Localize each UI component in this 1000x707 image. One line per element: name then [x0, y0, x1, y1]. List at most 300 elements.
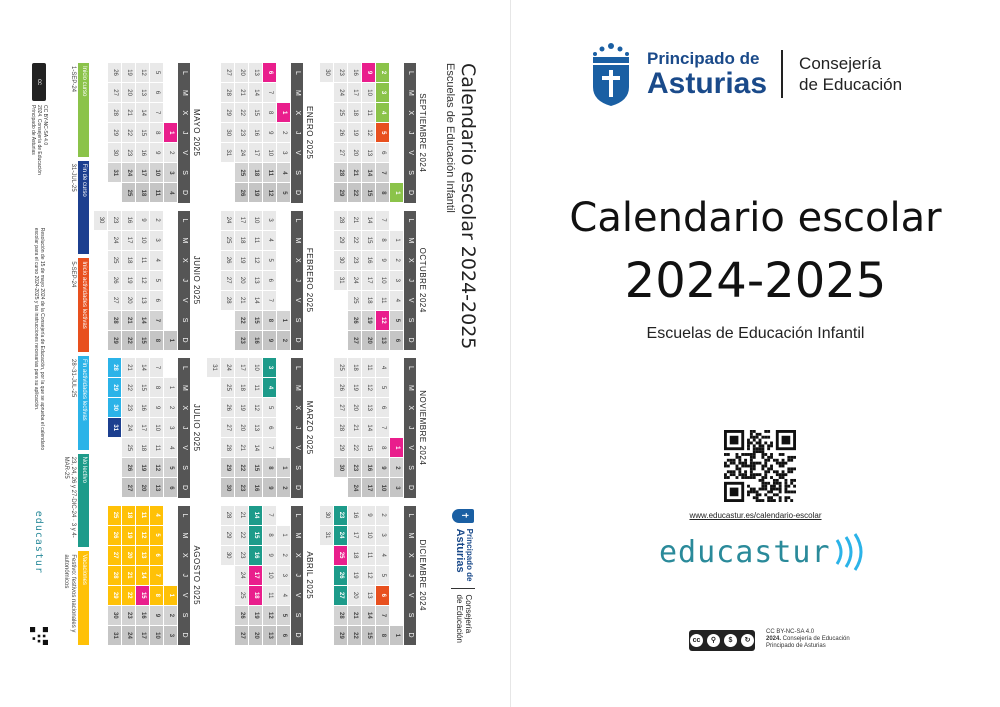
weekday-label: V	[294, 150, 301, 155]
weekday-label: L	[181, 366, 188, 370]
license-year: 2024.	[766, 636, 782, 642]
empty-day	[277, 271, 290, 290]
day-cell: 12	[136, 63, 149, 82]
mini-logo	[451, 509, 475, 643]
day-cell: 10	[263, 566, 276, 585]
weekday-header	[291, 358, 303, 498]
day-cell: 20	[348, 586, 361, 605]
day-cell: 15	[136, 586, 149, 605]
day-cell: 23	[235, 478, 248, 497]
footer-license	[30, 63, 48, 175]
day-cell: 25	[221, 378, 234, 397]
day-cell: 6	[263, 418, 276, 437]
day-cell: 14	[249, 506, 262, 525]
day-cell: 3	[376, 526, 389, 545]
weekday-label: V	[407, 150, 414, 155]
empty-day	[164, 546, 177, 565]
day-cell: 19	[122, 63, 135, 82]
day-cell: 19	[348, 378, 361, 397]
day-cell: 22	[235, 458, 248, 477]
weekday-header	[404, 211, 416, 351]
day-cell: 1	[277, 458, 290, 477]
day-cell: 26	[235, 183, 248, 202]
weekday-label: M	[294, 89, 301, 96]
weekday-label: J	[181, 425, 188, 430]
day-cell: 16	[136, 398, 149, 417]
day-cell: 5	[376, 123, 389, 142]
day-cell: 14	[362, 163, 375, 182]
legend-item	[60, 356, 89, 450]
day-cell: 4	[150, 506, 163, 525]
day-cell: 5	[150, 526, 163, 545]
day-cell: 13	[249, 271, 262, 290]
weekday-label: X	[407, 257, 414, 263]
day-cell: 18	[122, 506, 135, 525]
weekday-label: L	[181, 218, 188, 223]
day-cell: 15	[362, 231, 375, 250]
month-name: DICIEMBRE 2024	[418, 539, 427, 611]
day-cell: 23	[348, 251, 361, 270]
legend-label: Fin actividades lectivas	[78, 356, 89, 450]
legend-item	[60, 454, 89, 548]
weekday-label: J	[181, 573, 188, 577]
day-cell: 27	[348, 331, 361, 350]
day-cell: 15	[362, 183, 375, 202]
sa-icon: ↻	[741, 634, 754, 647]
day-cell: 16	[362, 251, 375, 270]
day-cell: 20	[235, 418, 248, 437]
day-cell: 19	[235, 251, 248, 270]
day-cell: 1	[277, 311, 290, 330]
day-cell: 13	[249, 418, 262, 437]
day-cell: 30	[108, 606, 121, 625]
weekday-label: V	[181, 445, 188, 450]
day-cell: 20	[235, 63, 248, 82]
day-cell: 16	[362, 458, 375, 477]
day-cell: 9	[362, 506, 375, 525]
day-cell: 3	[390, 478, 403, 497]
day-cell: 15	[362, 626, 375, 645]
day-cell: 15	[136, 331, 149, 350]
weekday-label: D	[294, 632, 301, 638]
day-cell: 29	[334, 183, 347, 202]
empty-day	[390, 586, 403, 605]
day-cell: 8	[376, 183, 389, 202]
day-cell: 22	[122, 378, 135, 397]
empty-day	[277, 83, 290, 102]
day-cell: 11	[249, 378, 262, 397]
mini-dept-line1: Consejería	[463, 594, 473, 634]
weekday-header	[291, 211, 303, 351]
day-cell: 6	[150, 546, 163, 565]
day-cell: 12	[249, 398, 262, 417]
weekday-label: M	[181, 384, 188, 391]
days-grid	[221, 211, 290, 351]
day-cell: 19	[249, 183, 262, 202]
weekday-label: V	[407, 592, 414, 598]
weekday-label: M	[294, 384, 301, 391]
asturias-crest-icon	[589, 41, 633, 107]
day-cell: 26	[108, 271, 121, 290]
day-cell: 4	[164, 438, 177, 457]
day-cell: 26	[221, 398, 234, 417]
weekday-label: S	[294, 612, 301, 618]
weekday-label: J	[181, 278, 188, 282]
weekday-label: J	[294, 573, 301, 577]
day-cell: 3	[390, 271, 403, 290]
mini-org-line1: Principado de	[464, 528, 474, 582]
day-cell: 15	[136, 123, 149, 142]
day-cell: 14	[136, 358, 149, 377]
day-cell: 3	[164, 418, 177, 437]
legend-value: 23, 24, 26 y 27-DIC-24 · 3 y 4-MAR-25	[63, 456, 76, 538]
day-cell: 13	[136, 83, 149, 102]
day-cell: 12	[376, 311, 389, 330]
mini-org-name	[453, 529, 473, 582]
month-12	[94, 506, 201, 646]
day-cell: 27	[108, 546, 121, 565]
weekday-label: D	[181, 632, 188, 638]
day-cell: 25	[122, 438, 135, 457]
day-cell: 24	[122, 626, 135, 645]
day-cell: 8	[150, 331, 163, 350]
cc-icon: cc	[690, 634, 703, 647]
day-cell: 13	[362, 398, 375, 417]
weekday-label: M	[407, 89, 414, 96]
day-cell: 1	[390, 231, 403, 250]
day-cell: 23	[122, 143, 135, 162]
day-cell: 4	[376, 546, 389, 565]
day-cell: 6	[376, 398, 389, 417]
month-name: ABRIL 2025	[305, 551, 314, 600]
day-cell: 17	[136, 626, 149, 645]
day-cell: 31	[108, 626, 121, 645]
day-cell: 9	[263, 546, 276, 565]
months-grid	[95, 63, 427, 645]
day-cell: 18	[136, 438, 149, 457]
day-cell: 3	[164, 163, 177, 182]
day-cell: 11	[362, 546, 375, 565]
brand-header	[589, 38, 902, 110]
cc-license-badge	[689, 630, 755, 651]
educastur-logo: educastur	[659, 535, 831, 570]
day-cell: 31	[108, 163, 121, 182]
day-cell: 11	[150, 183, 163, 202]
weekday-label: L	[407, 366, 414, 370]
empty-day	[164, 211, 177, 230]
cover-subtitle: Escuelas de Educación Infantil	[646, 325, 865, 342]
org-line1: Principado de	[647, 48, 760, 68]
month-name: MARZO 2025	[305, 400, 314, 455]
day-cell: 11	[136, 506, 149, 525]
day-cell: 28	[334, 163, 347, 182]
day-cell: 27	[221, 271, 234, 290]
day-cell: 22	[235, 526, 248, 545]
day-cell: 23	[235, 331, 248, 350]
day-cell: 18	[348, 358, 361, 377]
weekday-label: D	[407, 632, 414, 638]
day-cell: 18	[348, 546, 361, 565]
weekday-label: M	[294, 237, 301, 244]
empty-day	[164, 566, 177, 585]
day-cell: 21	[235, 506, 248, 525]
day-cell: 5	[277, 606, 290, 625]
day-cell: 10	[376, 271, 389, 290]
weekday-header	[404, 358, 416, 498]
day-cell: 7	[150, 566, 163, 585]
empty-day	[390, 83, 403, 102]
weekday-header	[178, 506, 190, 646]
day-cell: 5	[277, 183, 290, 202]
day-cell: 8	[263, 458, 276, 477]
day-cell: 6	[263, 271, 276, 290]
day-cell: 2	[164, 398, 177, 417]
day-cell: 17	[362, 271, 375, 290]
day-cell: 14	[362, 211, 375, 230]
day-cell: 18	[122, 251, 135, 270]
day-cell: 11	[136, 251, 149, 270]
day-cell: 9	[150, 398, 163, 417]
day-cell: 10	[150, 163, 163, 182]
day-cell: 26	[348, 311, 361, 330]
empty-day	[164, 63, 177, 82]
day-cell: 24	[122, 418, 135, 437]
day-cell: 25	[235, 586, 248, 605]
day-cell: 6	[277, 626, 290, 645]
day-cell: 3	[376, 83, 389, 102]
day-cell: 25	[334, 546, 347, 565]
day-cell: 1	[164, 586, 177, 605]
day-cell: 28	[221, 438, 234, 457]
day-cell: 9	[362, 63, 375, 82]
day-cell: 25	[122, 183, 135, 202]
day-cell: 15	[249, 311, 262, 330]
org-name	[647, 50, 767, 99]
weekday-label: S	[181, 465, 188, 470]
day-cell: 9	[150, 143, 163, 162]
legend-value: Festivo: festivos nacionales y autonómicos	[63, 554, 76, 633]
day-cell: 24	[334, 83, 347, 102]
month-name: MAYO 2025	[192, 109, 201, 157]
day-cell: 18	[348, 103, 361, 122]
day-cell: 31	[334, 271, 347, 290]
mini-org-line2: Asturias	[453, 528, 466, 573]
day-cell: 4	[277, 163, 290, 182]
day-cell: 27	[221, 418, 234, 437]
day-cell: 30	[320, 63, 333, 82]
day-cell: 16	[249, 478, 262, 497]
legend	[60, 63, 89, 645]
day-cell: 2	[277, 331, 290, 350]
day-cell: 24	[348, 271, 361, 290]
day-cell: 22	[348, 626, 361, 645]
day-cell: 8	[150, 586, 163, 605]
weekday-label: L	[294, 218, 301, 223]
weekday-label: S	[407, 317, 414, 323]
day-cell: 29	[108, 586, 121, 605]
day-cell: 23	[334, 63, 347, 82]
day-cell: 29	[108, 123, 121, 142]
empty-day	[277, 438, 290, 457]
day-cell: 11	[263, 586, 276, 605]
day-cell: 1	[164, 378, 177, 397]
day-cell: 2	[164, 143, 177, 162]
weekday-label: S	[407, 465, 414, 470]
calendar-url-link[interactable]: www.educastur.es/calendario-escolar	[689, 511, 822, 520]
calendar-subtitle: Escuelas de Educación Infantil	[444, 63, 456, 213]
days-grid	[221, 506, 290, 646]
cc-license-icon: cc	[32, 63, 46, 101]
qr-code-icon[interactable]	[724, 430, 796, 502]
legend-value: 1-SEP-24	[70, 66, 76, 93]
legend-value: 31-JUL-25	[70, 163, 76, 192]
day-cell: 1	[164, 331, 177, 350]
day-cell: 22	[348, 183, 361, 202]
legend-label: No lectivo	[78, 454, 89, 548]
weekday-label: X	[181, 552, 188, 558]
day-cell: 23	[235, 123, 248, 142]
day-cell: 7	[263, 291, 276, 310]
weekday-label: S	[294, 465, 301, 470]
empty-day	[277, 211, 290, 230]
day-cell: 18	[362, 291, 375, 310]
day-cell: 13	[136, 546, 149, 565]
day-cell: 21	[122, 311, 135, 330]
day-cell: 8	[376, 231, 389, 250]
day-cell: 3	[263, 211, 276, 230]
day-cell: 11	[362, 103, 375, 122]
weekday-label: S	[294, 317, 301, 323]
day-cell: 17	[249, 143, 262, 162]
day-cell: 10	[150, 418, 163, 437]
day-cell: 22	[122, 123, 135, 142]
day-cell: 3	[150, 231, 163, 250]
day-cell: 27	[334, 398, 347, 417]
license-line1: CC BY-NC-SA 4.0	[766, 629, 815, 635]
qr-code-icon	[30, 627, 48, 645]
day-cell: 27	[221, 63, 234, 82]
day-cell: 28	[221, 291, 234, 310]
cover-year: 2024-2025	[624, 253, 887, 309]
day-cell: 5	[376, 566, 389, 585]
day-cell: 26	[334, 566, 347, 585]
day-cell: 15	[249, 458, 262, 477]
day-cell: 14	[136, 103, 149, 122]
weekday-label: V	[407, 297, 414, 303]
day-cell: 17	[348, 83, 361, 102]
day-cell: 31	[108, 418, 121, 437]
weekday-label: M	[294, 532, 301, 539]
day-cell: 12	[136, 271, 149, 290]
empty-day	[390, 398, 403, 417]
day-cell: 20	[235, 271, 248, 290]
day-cell: 5	[376, 378, 389, 397]
weekday-label: X	[294, 110, 301, 116]
empty-day	[390, 123, 403, 142]
days-grid	[207, 358, 290, 498]
weekday-label: S	[407, 612, 414, 618]
day-cell: 4	[277, 586, 290, 605]
day-cell: 15	[249, 103, 262, 122]
empty-day	[164, 358, 177, 377]
day-cell: 5	[263, 398, 276, 417]
weekday-label: L	[407, 513, 414, 518]
license-text	[766, 629, 850, 650]
day-cell: 28	[108, 358, 121, 377]
day-cell: 16	[136, 143, 149, 162]
day-cell: 21	[235, 83, 248, 102]
month-name: JUNIO 2025	[192, 255, 201, 305]
day-cell: 19	[348, 123, 361, 142]
day-cell: 5	[263, 251, 276, 270]
month-name: OCTUBRE 2024	[418, 247, 427, 313]
day-cell: 22	[122, 331, 135, 350]
day-cell: 28	[108, 311, 121, 330]
day-cell: 29	[221, 526, 234, 545]
day-cell: 21	[348, 163, 361, 182]
day-cell: 24	[348, 478, 361, 497]
day-cell: 13	[249, 63, 262, 82]
day-cell: 27	[122, 478, 135, 497]
day-cell: 13	[263, 626, 276, 645]
day-cell: 21	[348, 606, 361, 625]
day-cell: 24	[108, 231, 121, 250]
day-cell: 26	[235, 606, 248, 625]
day-cell: 29	[221, 103, 234, 122]
legend-label: Inicio curso	[78, 63, 89, 157]
day-cell: 21	[348, 211, 361, 230]
day-cell: 20	[122, 291, 135, 310]
day-cell: 16	[348, 63, 361, 82]
day-cell: 7	[376, 418, 389, 437]
month-name: SEPTIEMBRE 2024	[418, 93, 427, 173]
day-cell: 16	[249, 123, 262, 142]
day-cell: 22	[122, 586, 135, 605]
weekday-label: L	[407, 218, 414, 223]
day-cell: 14	[249, 291, 262, 310]
weekday-label: M	[407, 384, 414, 391]
day-cell: 18	[136, 183, 149, 202]
day-cell: 26	[108, 63, 121, 82]
calendar-header	[433, 63, 479, 643]
calendar-sheet	[25, 43, 485, 663]
day-cell: 17	[235, 358, 248, 377]
day-cell: 20	[122, 546, 135, 565]
day-cell: 24	[334, 526, 347, 545]
day-cell: 8	[376, 626, 389, 645]
day-cell: 23	[235, 546, 248, 565]
day-cell: 18	[249, 163, 262, 182]
day-cell: 6	[263, 63, 276, 82]
day-cell: 20	[362, 331, 375, 350]
day-cell: 6	[376, 586, 389, 605]
day-cell: 30	[94, 211, 107, 230]
month-5	[207, 63, 314, 203]
weekday-label: S	[407, 170, 414, 175]
day-cell: 10	[150, 626, 163, 645]
empty-day	[164, 271, 177, 290]
empty-day	[390, 211, 403, 230]
day-cell: 2	[277, 546, 290, 565]
empty-day	[390, 358, 403, 377]
calendar-title: Calendario escolar 2024-2025	[457, 63, 479, 350]
day-cell: 16	[249, 546, 262, 565]
day-cell: 11	[376, 291, 389, 310]
footer-cc: CC BY-NC-SA 4.0	[42, 105, 48, 146]
days-grid	[94, 211, 177, 351]
weekday-label: V	[407, 445, 414, 450]
day-cell: 7	[263, 506, 276, 525]
